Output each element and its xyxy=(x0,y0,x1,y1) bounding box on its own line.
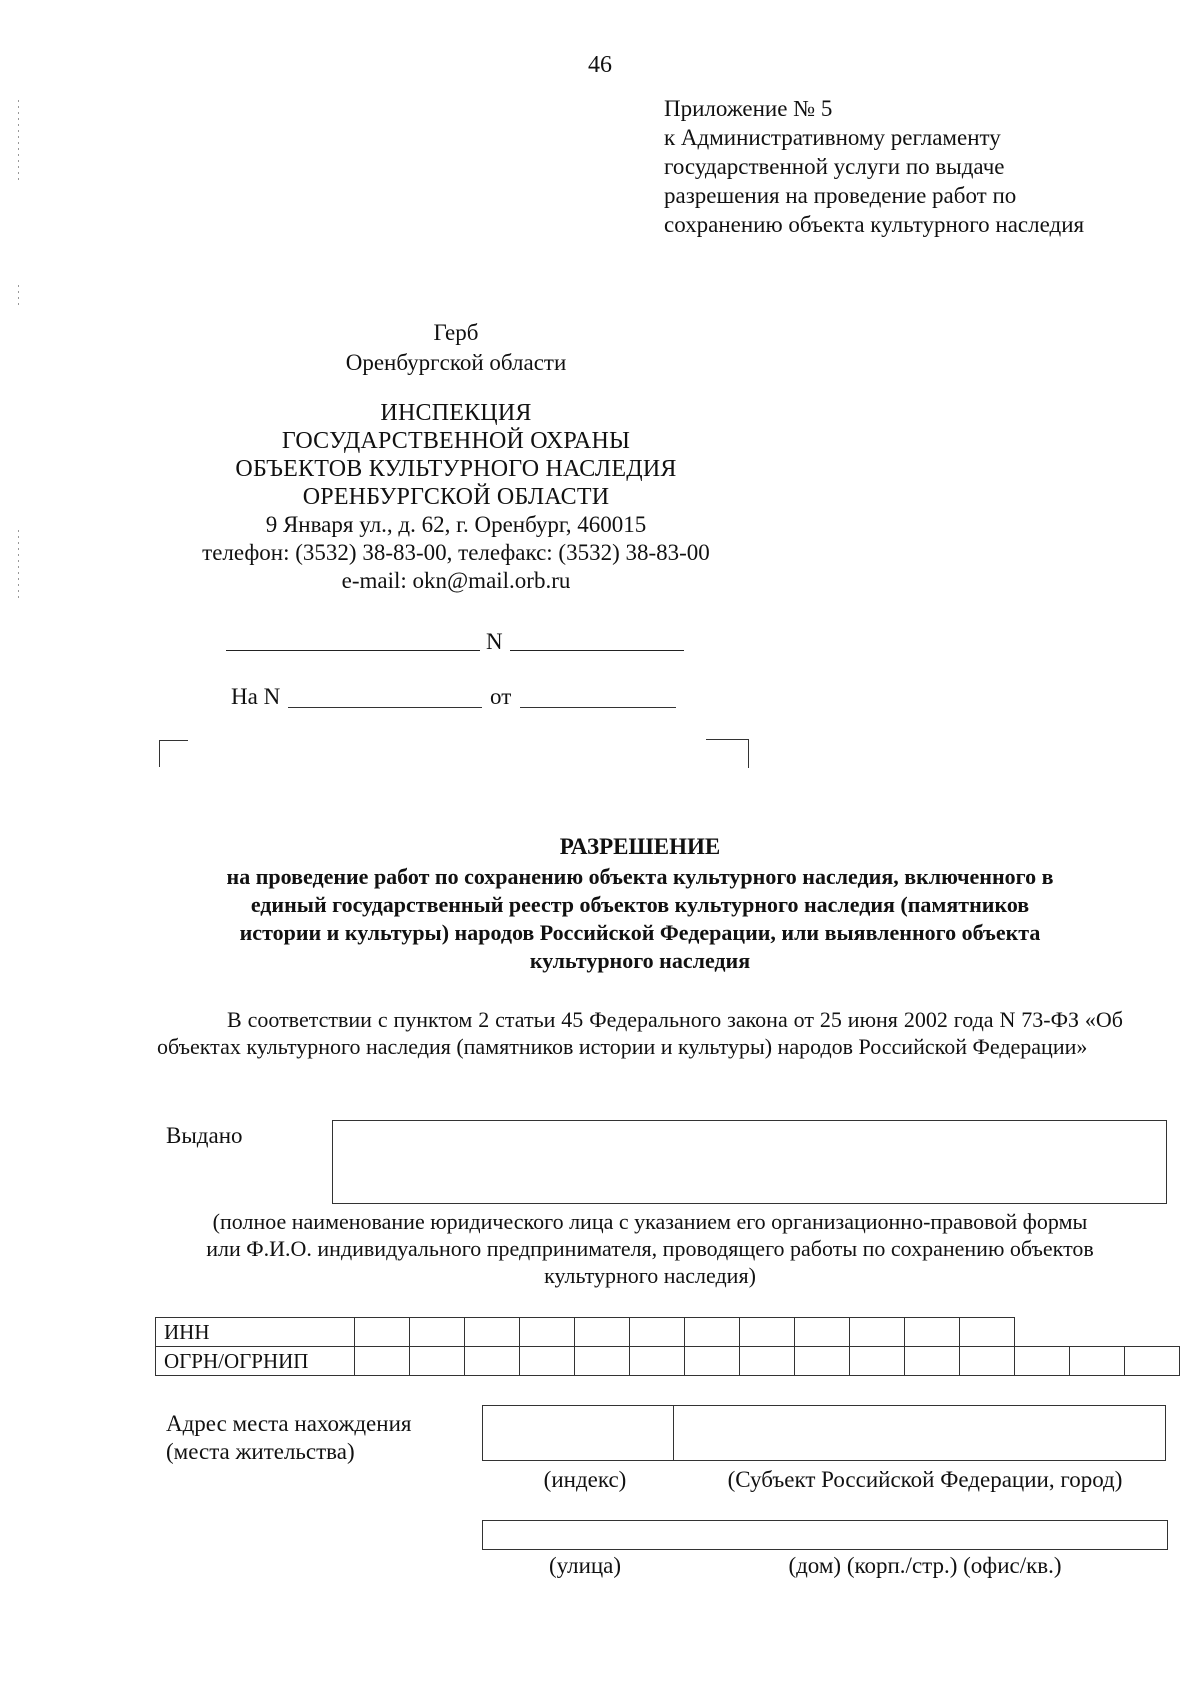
ogrn-digit-cell[interactable] xyxy=(410,1347,465,1376)
appendix-line: Приложение № 5 xyxy=(664,96,833,121)
street-caption: (улица) xyxy=(548,1553,622,1578)
appendix-line: сохранению объекта культурного наследия xyxy=(664,212,1085,237)
ogrn-digit-cell[interactable] xyxy=(520,1347,575,1376)
appendix-header xyxy=(664,94,1184,239)
title-subtitle-line: единый государственный реестр объектов культурного наследия (памятников xyxy=(250,892,1030,917)
ogrn-digit-cell[interactable] xyxy=(1125,1347,1180,1376)
authority-name-line: ИНСПЕКЦИЯ xyxy=(380,400,532,426)
table-spacer xyxy=(1070,1318,1125,1347)
number-label: N xyxy=(486,629,503,654)
issuing-authority xyxy=(156,399,756,595)
authority-address: 9 Января ул., д. 62, г. Оренбург, 460015 xyxy=(265,512,647,537)
table-spacer xyxy=(1015,1318,1070,1347)
inn-digit-cell[interactable] xyxy=(850,1318,905,1347)
ogrn-digit-cell[interactable] xyxy=(740,1347,795,1376)
house-caption: (дом) (корп./стр.) (офис/кв.) xyxy=(788,1553,1062,1578)
address-label-line: Адрес места нахождения xyxy=(166,1411,412,1436)
from-blank-line xyxy=(520,707,676,708)
appendix-line: государственной услуги по выдаче xyxy=(664,154,1005,179)
inn-digit-cell[interactable] xyxy=(355,1318,410,1347)
issued-caption xyxy=(150,1208,1150,1289)
inn-digit-cell[interactable] xyxy=(410,1318,465,1347)
authority-phone: телефон: (3532) 38-83-00, телефакс: (3532) 38-83-00 xyxy=(202,540,710,565)
authority-name-line: ГОСУДАРСТВЕННОЙ ОХРАНЫ xyxy=(281,428,631,454)
appendix-line: к Административному регламенту xyxy=(664,125,1001,150)
scan-artifact xyxy=(18,530,19,600)
from-label: от xyxy=(490,684,512,709)
ogrn-label: ОГРН/ОГРНИП xyxy=(156,1347,355,1376)
ogrn-digit-cell[interactable] xyxy=(850,1347,905,1376)
ogrn-digit-cell[interactable] xyxy=(905,1347,960,1376)
inn-digit-cell[interactable] xyxy=(630,1318,685,1347)
preamble-paragraph: В соответствии с пунктом 2 статьи 45 Федерального закона от 25 июня 2002 года N 73-ФЗ «Об объектах культурного наследия (памятников истории и культуры) народов Российской Федерации» xyxy=(157,1007,1123,1059)
title-main: РАЗРЕШЕНИЕ xyxy=(559,834,721,859)
document-title xyxy=(150,833,1130,975)
date-blank-line xyxy=(226,650,480,651)
inn-digit-cell[interactable] xyxy=(520,1318,575,1347)
inn-row xyxy=(156,1318,1180,1347)
inn-label: ИНН xyxy=(156,1318,355,1347)
postal-index-field[interactable] xyxy=(482,1405,674,1461)
inn-digit-cell[interactable] xyxy=(575,1318,630,1347)
addressee-corner-left xyxy=(159,740,188,767)
authority-name-line: ОРЕНБУРГСКОЙ ОБЛАСТИ xyxy=(302,484,610,510)
in-reply-blank-line xyxy=(288,707,482,708)
issued-caption-line: (полное наименование юридического лица с указанием его организационно-правовой формы xyxy=(212,1209,1088,1234)
scan-artifact xyxy=(18,100,19,180)
inn-digit-cell[interactable] xyxy=(465,1318,520,1347)
title-subtitle-line: культурного наследия xyxy=(529,948,751,973)
authority-email: e-mail: okn@mail.orb.ru xyxy=(341,568,571,593)
authority-name-line: ОБЪЕКТОВ КУЛЬТУРНОГО НАСЛЕДИЯ xyxy=(235,456,677,482)
ogrn-digit-cell[interactable] xyxy=(465,1347,520,1376)
inn-digit-cell[interactable] xyxy=(740,1318,795,1347)
issued-label: Выдано xyxy=(166,1123,243,1148)
region-city-field[interactable] xyxy=(673,1405,1166,1461)
ogrn-digit-cell[interactable] xyxy=(1070,1347,1125,1376)
inn-digit-cell[interactable] xyxy=(685,1318,740,1347)
street-house-field[interactable] xyxy=(482,1520,1168,1550)
coat-line: Оренбургской области xyxy=(345,350,567,375)
index-caption: (индекс) xyxy=(543,1467,627,1492)
region-caption: (Субъект Российской Федерации, город) xyxy=(727,1467,1123,1492)
registration-codes-table xyxy=(155,1317,1180,1376)
issued-caption-line: или Ф.И.О. индивидуального предпринимателя, проводящего работы по сохранению объектов xyxy=(206,1236,1094,1261)
ogrn-digit-cell[interactable] xyxy=(355,1347,410,1376)
table-spacer xyxy=(1125,1318,1180,1347)
inn-digit-cell[interactable] xyxy=(905,1318,960,1347)
title-subtitle-line: на проведение работ по сохранению объекта культурного наследия, включенного в xyxy=(226,864,1054,889)
ogrn-digit-cell[interactable] xyxy=(960,1347,1015,1376)
address-label xyxy=(166,1410,411,1466)
inn-digit-cell[interactable] xyxy=(960,1318,1015,1347)
coat-of-arms-placeholder xyxy=(256,318,656,378)
ogrn-row xyxy=(156,1347,1180,1376)
inn-digit-cell[interactable] xyxy=(795,1318,850,1347)
in-reply-label: На N xyxy=(231,684,281,709)
title-subtitle-line: истории и культуры) народов Российской Федерации, или выявленного объекта xyxy=(239,920,1041,945)
ogrn-digit-cell[interactable] xyxy=(685,1347,740,1376)
ogrn-digit-cell[interactable] xyxy=(1015,1347,1070,1376)
ogrn-digit-cell[interactable] xyxy=(795,1347,850,1376)
ogrn-digit-cell[interactable] xyxy=(630,1347,685,1376)
page-number: 46 xyxy=(588,52,612,78)
coat-line: Герб xyxy=(433,320,479,345)
addressee-corner-right xyxy=(706,739,749,768)
ogrn-digit-cell[interactable] xyxy=(575,1347,630,1376)
number-blank-line xyxy=(510,650,684,651)
issued-caption-line: культурного наследия) xyxy=(544,1263,756,1288)
issued-to-field[interactable] xyxy=(332,1120,1167,1204)
scan-artifact xyxy=(18,285,19,305)
appendix-line: разрешения на проведение работ по xyxy=(664,183,1017,208)
address-label-line: (места жительства) xyxy=(166,1439,355,1464)
